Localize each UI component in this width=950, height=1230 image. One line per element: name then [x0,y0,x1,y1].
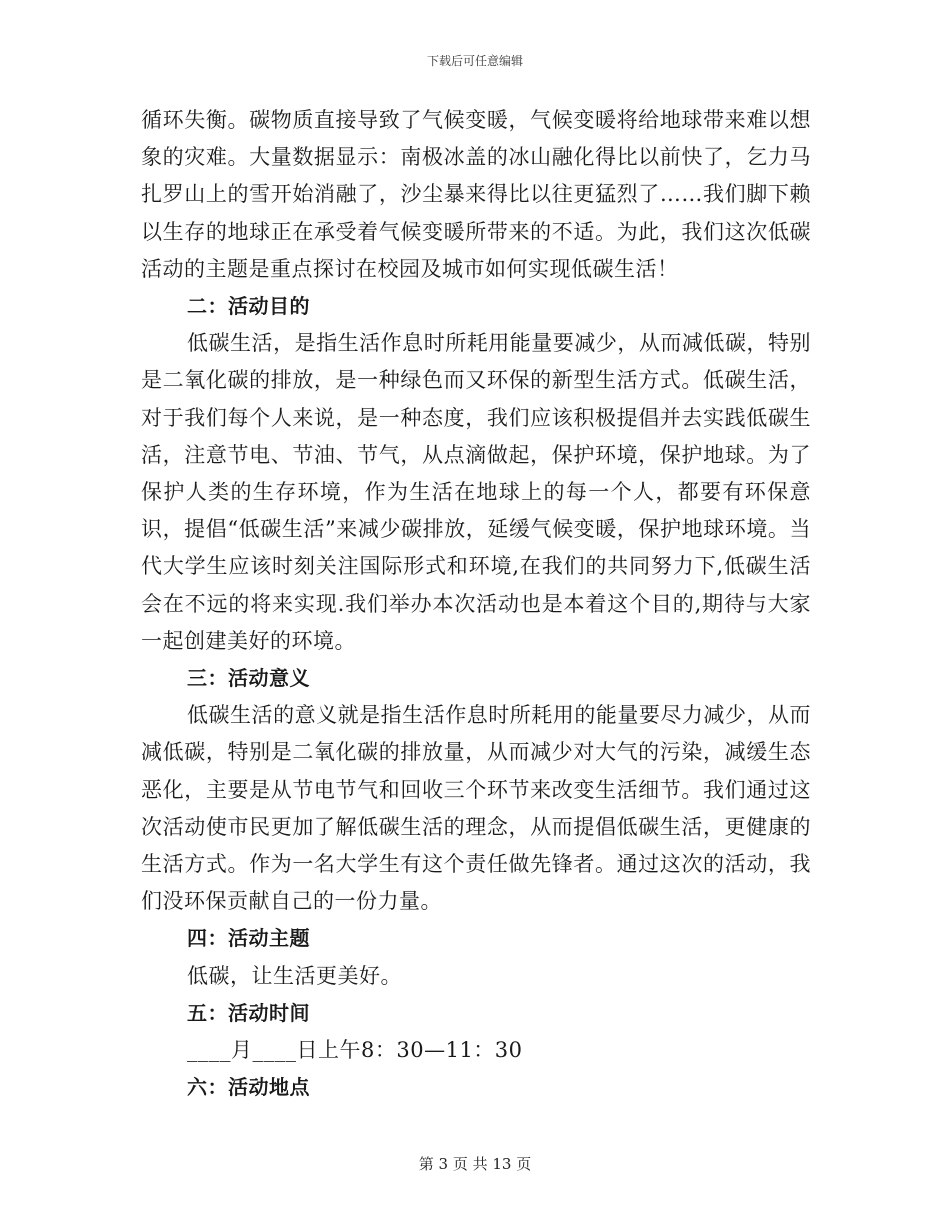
heading-activity-time: 五：活动时间 [187,1000,310,1025]
paragraph-activity-time: ____月____日上午8：30—11：30 [187,1038,523,1063]
paragraph-activity-significance: 低碳生活的意义就是指生活作息时所耗用的能量要尽力减少，从而减低碳，特别是二氧化碳的排放量，从而减少对大气的污染，减缓生态恶化，主要是从节电节气和回收三个环节来改变生活细节。我们通过这次活动使市民更加了解低碳生活的理念，从而提倡低碳生活，更健康的生活方式。作为一名大学生有这个责任做先锋者。通过这次的活动，我们没环保贡献自己的一份力量。 [141,703,811,914]
document-body [141,102,811,1106]
heading-activity-significance: 三：活动意义 [187,666,310,691]
page-header: 下载后可任意编辑 [426,54,523,68]
heading-activity-location: 六：活动地点 [187,1075,310,1100]
page-number-footer: 第 3 页 共 13 页 [418,1155,532,1173]
paragraph-activity-purpose: 低碳生活，是指生活作息时所耗用能量要减少，从而减低碳，特别是二氧化碳的排放，是一种绿色而又环保的新型生活方式。低碳生活，对于我们每个人来说，是一种态度，我们应该积极提倡并去实践低碳生活，注意节电、节油、节气，从点滴做起，保护环境，保护地球。为了保护人类的生存环境，作为生活在地球上的每一个人，都要有环保意识，提倡“低碳生活”来减少碳排放，延缓气候变暖，保护地球环境。当代大学生应该时刻关注国际形式和环境,在我们的共同努力下,低碳生活会在不远的将来实现.我们举办本次活动也是本着这个目的,期待与大家一起创建美好的环境。 [141,331,811,653]
heading-activity-purpose: 二：活动目的 [187,294,310,319]
heading-activity-theme: 四：活动主题 [187,926,310,951]
paragraph-activity-theme: 低碳，让生活更美好。 [187,963,402,988]
paragraph-intro-continued: 循环失衡。碳物质直接导致了气候变暖，气候变暖将给地球带来难以想象的灾难。大量数据显示：南极冰盖的冰山融化得比以前快了，乞力马扎罗山上的雪开始消融了，沙尘暴来得比以往更猛烈了……我们脚下赖以生存的地球正在承受着气候变暖所带来的不适。为此，我们这次低碳活动的主题是重点探讨在校园及城市如何实现低碳生活！ [141,108,811,281]
